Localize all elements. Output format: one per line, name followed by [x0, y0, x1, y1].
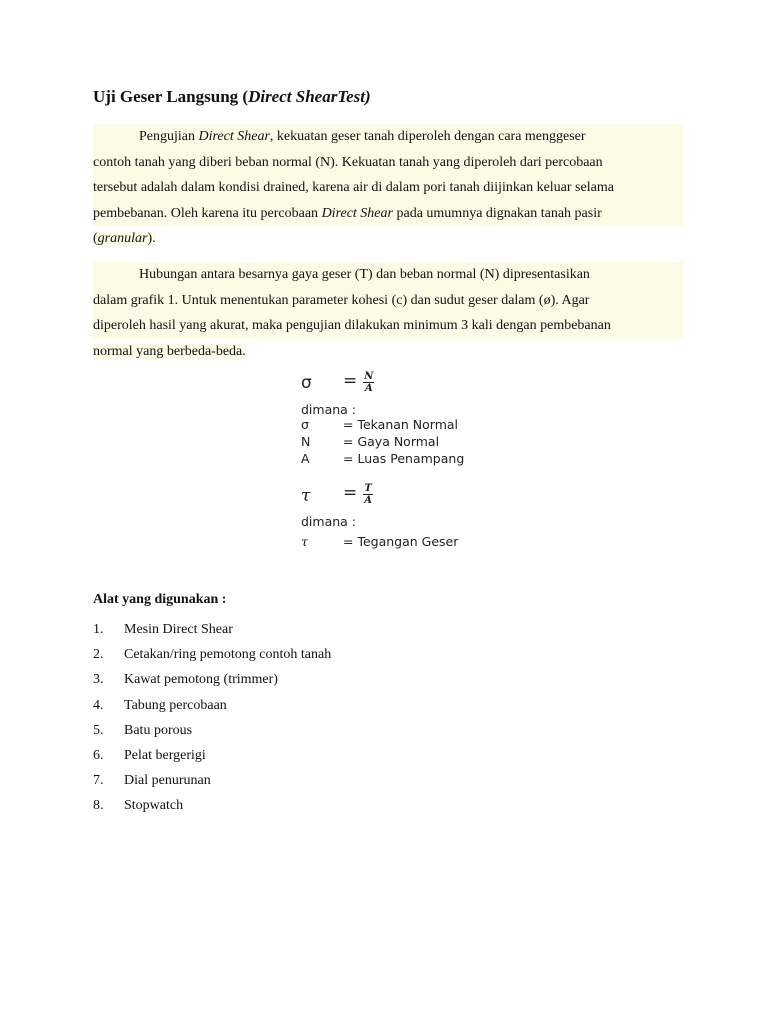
- list-number: 3.: [93, 672, 104, 688]
- formula-sigma-symbol: σ: [301, 373, 312, 393]
- denominator: A: [364, 383, 373, 394]
- text-span: pembebanan. Oleh karena itu percobaan: [93, 205, 322, 221]
- list-label: Tabung percobaan: [124, 697, 227, 713]
- numerator: N: [364, 371, 374, 382]
- def-symbol: N: [301, 434, 311, 449]
- paragraph-line: Hubungan antara besarnya gaya geser (T) dan beban normal (N) dipresentasikan: [93, 262, 683, 288]
- list-number: 4.: [93, 697, 104, 713]
- text-span: pada umumnya dignakan tanah pasir: [392, 205, 602, 221]
- list-item: [93, 768, 331, 793]
- formula-where-label: dimana :: [301, 402, 357, 417]
- formula-sigma-rhs: [343, 371, 374, 394]
- fraction: [363, 371, 374, 394]
- list-label: Dial penurunan: [124, 773, 211, 789]
- paragraph-intro: [93, 124, 683, 252]
- list-number: 7.: [93, 773, 104, 789]
- formula-tau-rhs: [343, 483, 373, 506]
- text-italic: Direct Shear: [198, 129, 270, 144]
- text-italic: Direct Shear: [321, 205, 393, 221]
- list-item: [93, 617, 331, 642]
- paragraph-line: [93, 201, 683, 227]
- def-description: = Gaya Normal: [343, 434, 440, 449]
- def-description: = Luas Penampang: [343, 451, 465, 466]
- list-number: 8.: [93, 798, 104, 814]
- def-symbol: σ: [301, 417, 309, 432]
- formula-where-label: dimana :: [301, 514, 357, 529]
- list-item: [93, 693, 331, 718]
- paragraph-line: contoh tanah yang diberi beban normal (N). Kekuatan tanah yang diperoleh dari percobaan: [93, 150, 683, 176]
- list-item: [93, 793, 331, 818]
- text-italic: granular: [97, 231, 148, 246]
- paragraph-line: [93, 124, 683, 150]
- paragraph-line: dalam grafik 1. Untuk menentukan parameter kohesi (c) dan sudut geser dalam (ø). Agar: [93, 288, 683, 314]
- text-span: Pengujian: [139, 129, 199, 144]
- list-label: Batu porous: [124, 722, 193, 738]
- def-description: = Tegangan Geser: [343, 534, 459, 549]
- paragraph-line: diperoleh hasil yang akurat, maka pengujian dilakukan minimum 3 kali dengan pembebanan: [93, 313, 683, 339]
- list-label: Kawat pemotong (trimmer): [124, 672, 278, 688]
- fraction: [363, 483, 373, 506]
- text-span: , kekuatan geser tanah diperoleh dengan cara menggeser: [269, 129, 586, 144]
- list-item: [93, 743, 331, 768]
- paragraph-line: [93, 226, 683, 252]
- list-label: Mesin Direct Shear: [124, 622, 233, 637]
- list-item: [93, 667, 331, 692]
- list-item: [93, 642, 331, 667]
- list-label: Stopwatch: [124, 798, 184, 814]
- denominator: A: [364, 495, 373, 506]
- equals-sign: =: [343, 483, 358, 503]
- paragraph-line: tersebut adalah dalam kondisi drained, karena air di dalam pori tanah diijinkan keluar selama: [93, 175, 683, 201]
- title-italic: Direct ShearTest): [248, 87, 371, 106]
- title-main: Uji Geser Langsung (: [93, 87, 249, 106]
- numerator: T: [364, 483, 372, 494]
- tools-heading: Alat yang digunakan :: [93, 592, 227, 607]
- def-description: = Tekanan Normal: [343, 417, 459, 432]
- def-symbol: τ: [301, 534, 308, 549]
- list-number: 5.: [93, 722, 104, 738]
- page-title: [93, 87, 371, 107]
- list-item: [93, 718, 331, 743]
- text-span: ).: [147, 231, 156, 246]
- def-symbol: A: [301, 451, 310, 466]
- list-number: 2.: [93, 647, 104, 663]
- text-span: normal yang berbeda-beda.: [93, 343, 246, 359]
- equals-sign: =: [343, 371, 358, 391]
- text-span: (: [93, 231, 98, 246]
- list-label: Pelat bergerigi: [124, 747, 206, 763]
- list-number: 6.: [93, 747, 104, 763]
- paragraph-line: [93, 339, 683, 365]
- formula-tau-symbol: τ: [301, 486, 311, 506]
- paragraph-relation: [93, 262, 683, 364]
- list-label: Cetakan/ring pemotong contoh tanah: [124, 647, 332, 663]
- tools-list: [93, 617, 331, 819]
- list-number: 1.: [93, 622, 104, 637]
